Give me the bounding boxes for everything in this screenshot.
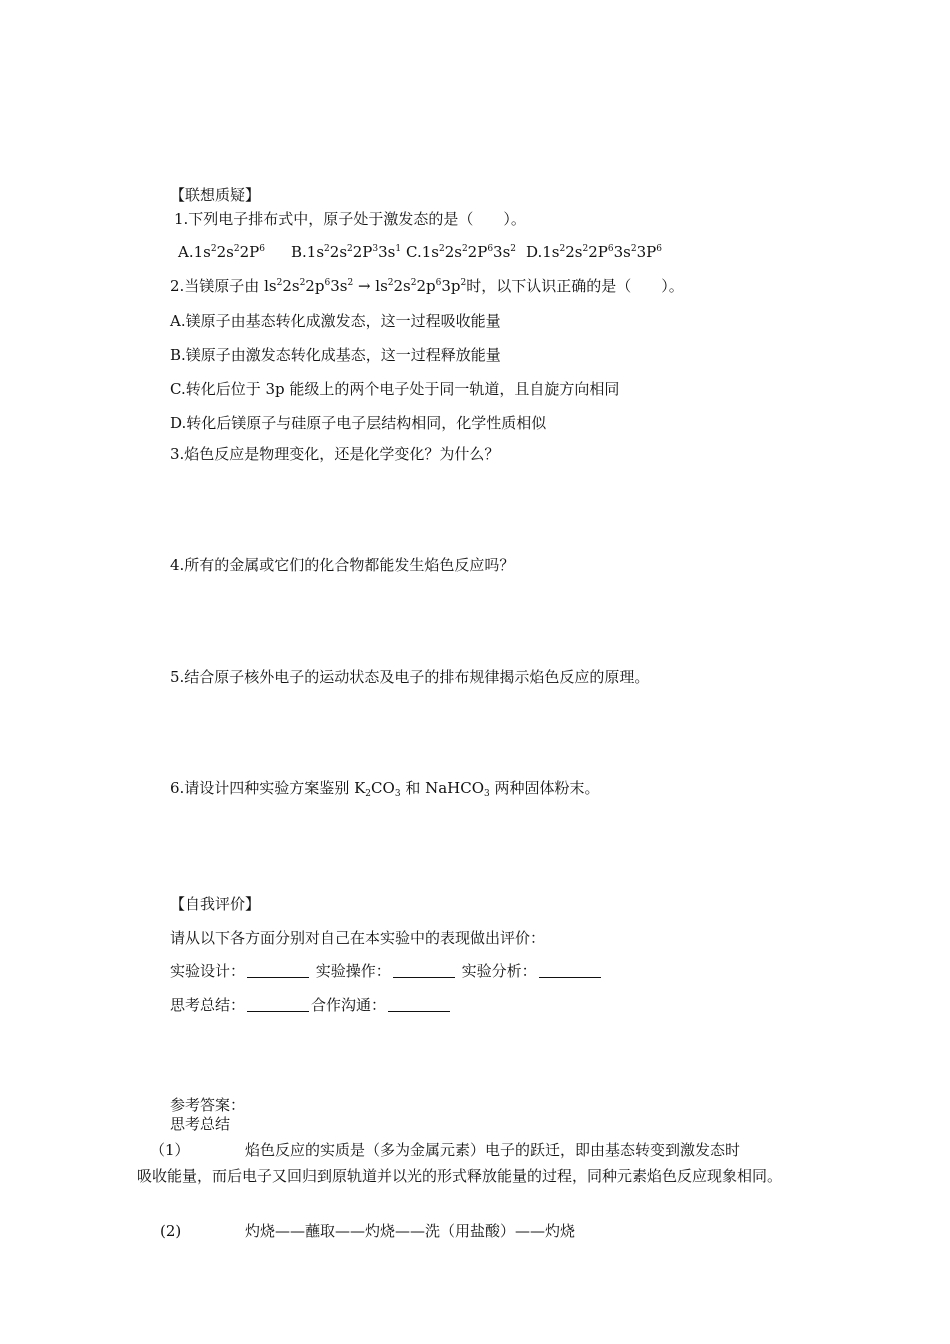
eval-cooperation-blank[interactable] [388, 997, 450, 1012]
section-title-lianxiang: 【联想质疑】 [170, 186, 261, 204]
evaluation-row-1 [170, 961, 603, 981]
eval-summary-label: 思考总结： [170, 996, 246, 1014]
eval-design-label: 实验设计： [170, 962, 246, 980]
q2-option-a: A.镁原子由基态转化成激发态，这一过程吸收能量 [170, 312, 501, 330]
q1-option-d: $D.1s^22s^22P^63s^23P^6$ [526, 243, 662, 261]
q2-option-b: B.镁原子由激发态转化成基态，这一过程释放能量 [170, 346, 501, 364]
answer-2-text: 灼烧——蘸取——灼烧——洗（用盐酸）——灼烧 [245, 1222, 576, 1240]
eval-cooperation-label: 合作沟通： [311, 996, 387, 1014]
evaluation-intro: 请从以下各方面分别对自己在本实验中的表现做出评价： [170, 929, 546, 947]
q2-option-d: D.转化后镁原子与硅原子电子层结构相同，化学性质相似 [170, 414, 547, 432]
question-3: 3.焰色反应是物理变化，还是化学变化？为什么？ [170, 445, 500, 463]
q2-option-c: C.转化后位于 3p 能级上的两个电子处于同一轨道，且自旋方向相同 [170, 380, 620, 398]
answer-1-number: （1） [150, 1141, 190, 1159]
question-6: 6.请设计四种实验方案鉴别 $K_2CO_3$ 和 NaHCO$_3$ 两种固体粉末。 [170, 779, 600, 799]
answer-2-number: (2) [160, 1222, 182, 1240]
question-2-stem: 2.当镁原子由 $ls^22s^22p^63s^2 \to ls^22s^22p^63p^2$时，以下认识正确的是（ ）。 [170, 277, 684, 295]
q1-option-c: $C.1s^22s^22P^63s^2$ [406, 243, 517, 261]
question-5: 5.结合原子核外电子的运动状态及电子的排布规律揭示焰色反应的原理。 [170, 668, 650, 686]
question-4: 4.所有的金属或它们的化合物都能发生焰色反应吗？ [170, 556, 515, 574]
eval-operation-blank[interactable] [393, 963, 455, 978]
eval-operation-label: 实验操作： [315, 962, 391, 980]
answer-subtitle: 思考总结 [170, 1115, 231, 1133]
q1-option-a: $A.1s^22s^22P^6$ [178, 243, 265, 261]
eval-design-blank[interactable] [247, 963, 309, 978]
answer-1-continuation: 吸收能量，而后电子又回归到原轨道并以光的形式释放能量的过程，同种元素焰色反应现象相同。 [137, 1167, 783, 1185]
answer-1-first-line: 焰色反应的实质是（多为金属元素）电子的跃迁，即由基态转变到激发态时 [245, 1141, 741, 1159]
eval-analysis-blank[interactable] [539, 963, 601, 978]
question-1-stem: 1.下列电子排布式中，原子处于激发态的是（ ）。 [174, 210, 526, 228]
evaluation-row-2 [170, 995, 452, 1015]
answer-title: 参考答案： [170, 1096, 246, 1114]
section-title-ziwo: 【自我评价】 [170, 895, 261, 913]
eval-analysis-label: 实验分析： [461, 962, 537, 980]
eval-summary-blank[interactable] [247, 997, 309, 1012]
q1-option-b: $B.1s^22s^22P^33s^1$ [291, 243, 402, 261]
